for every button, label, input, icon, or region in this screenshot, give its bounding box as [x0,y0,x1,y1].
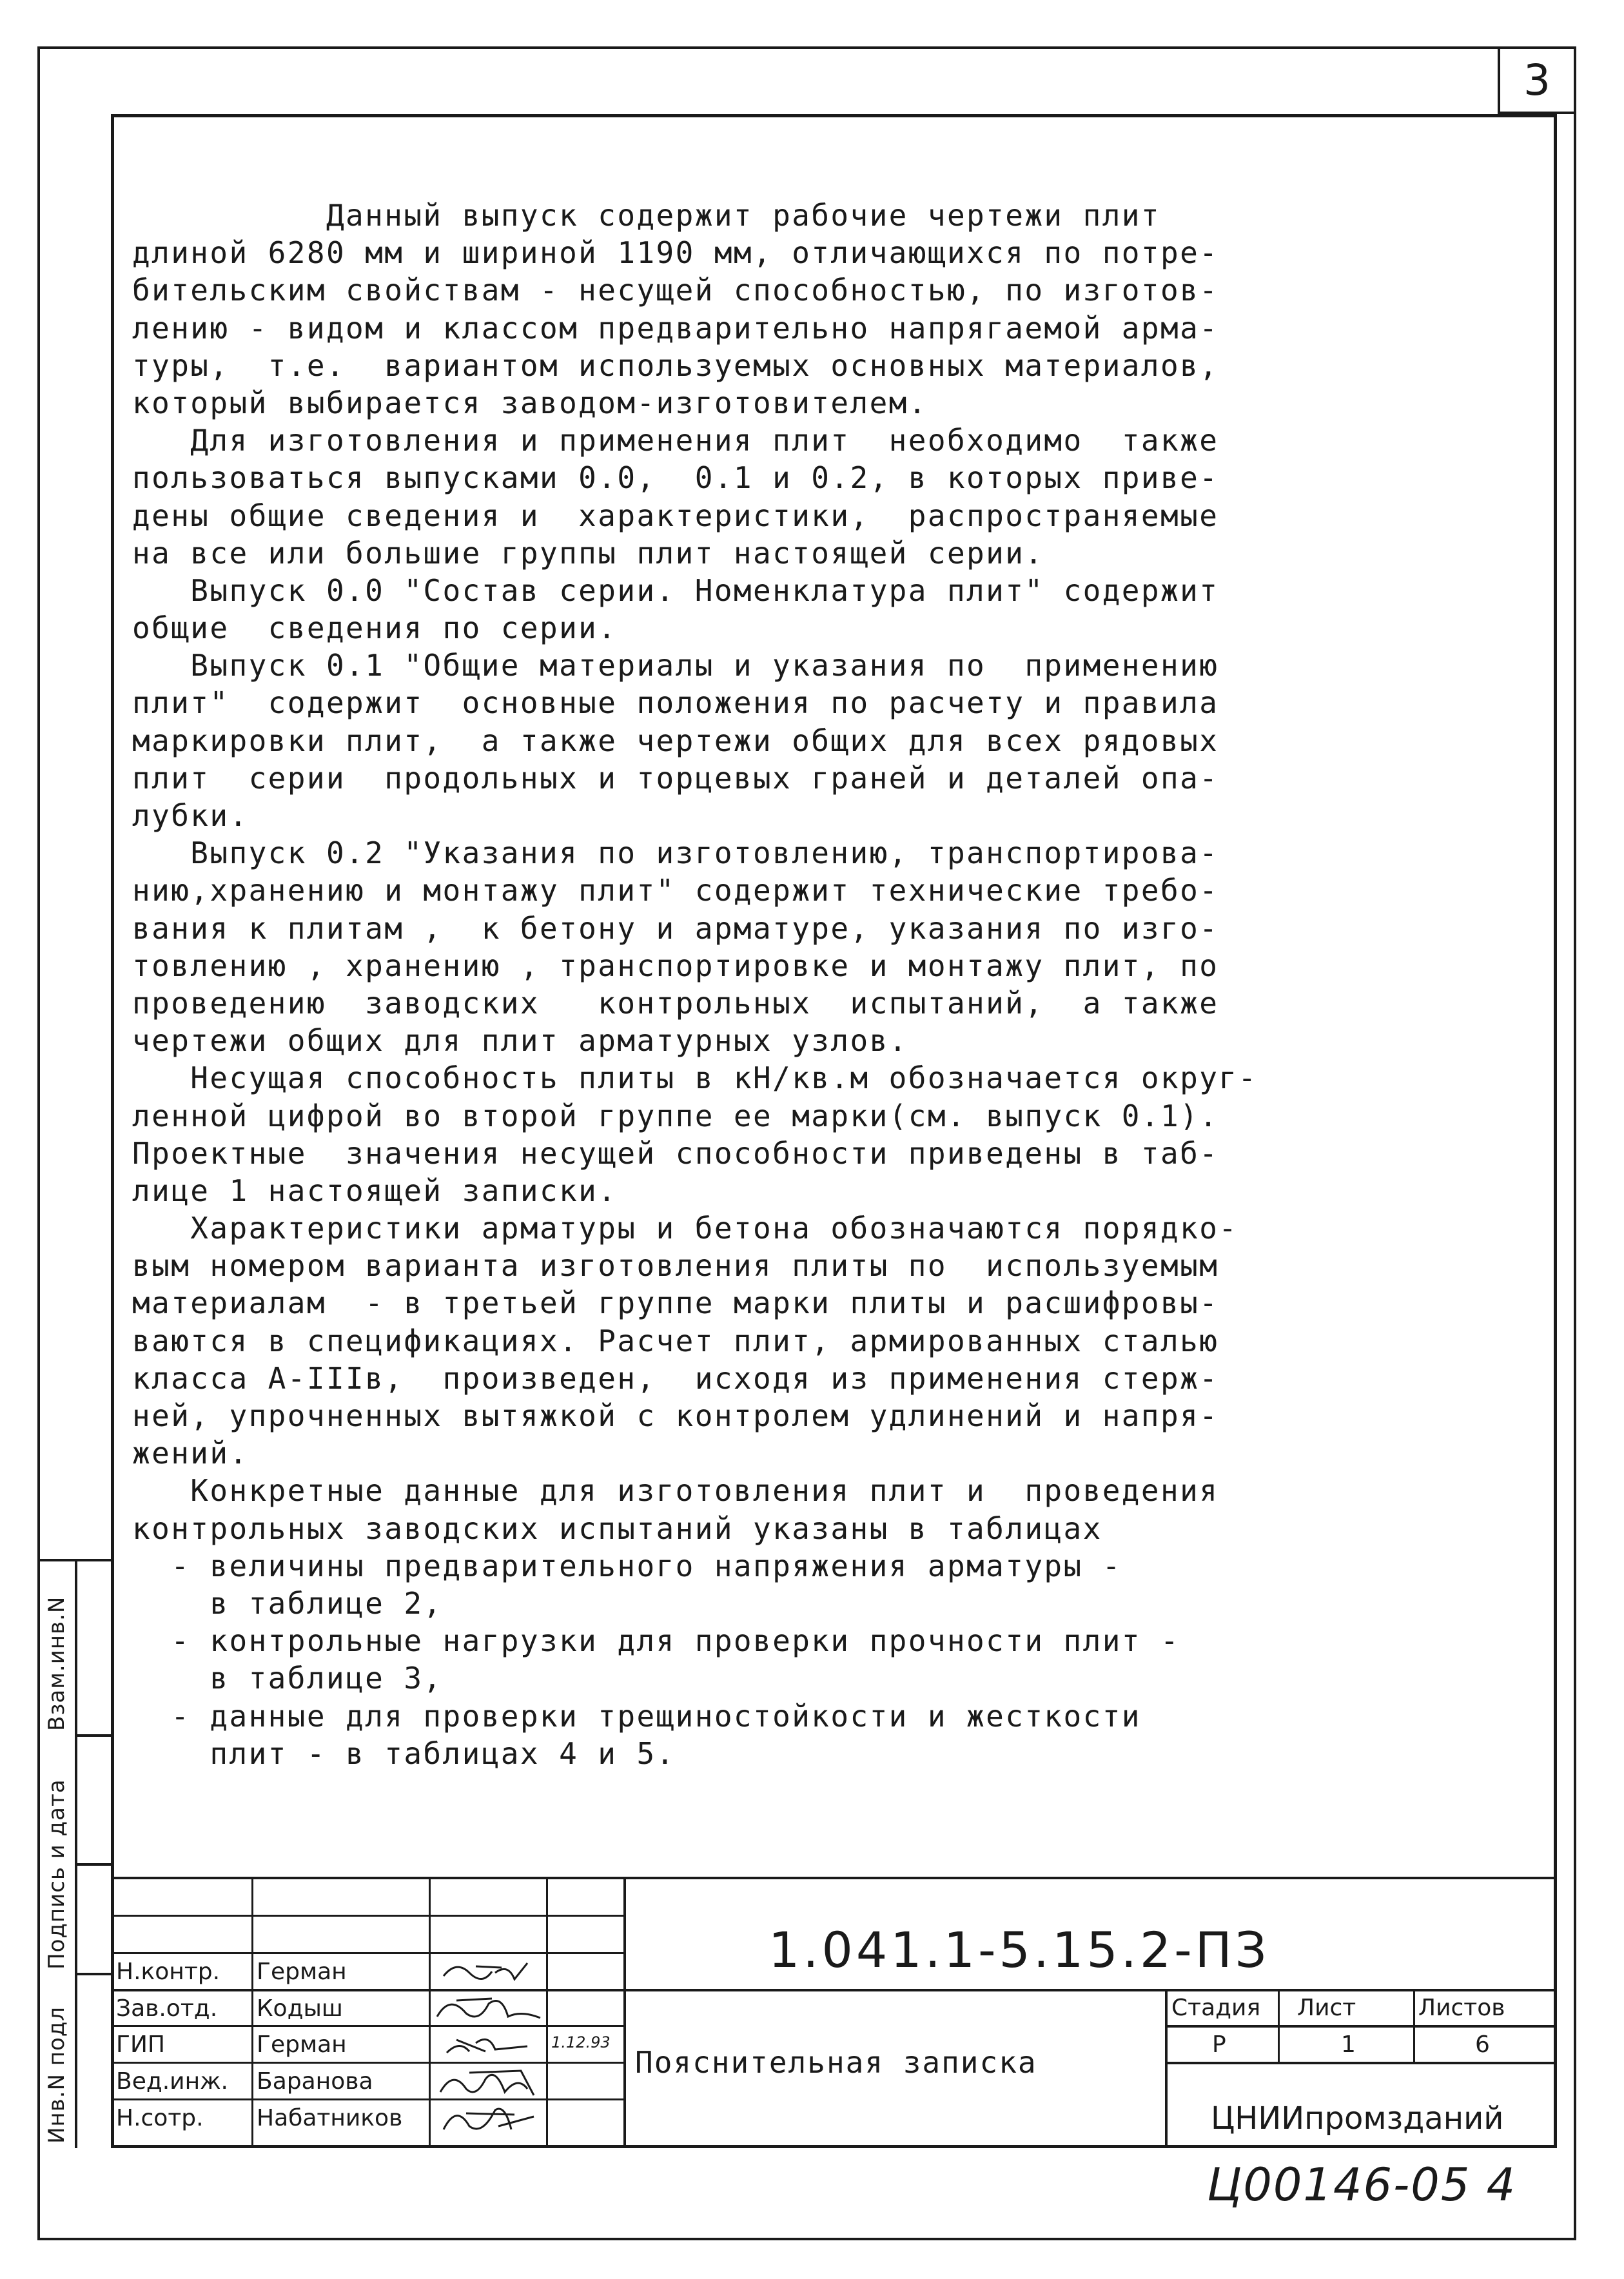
text-line: Выпуск 0.0 "Состав серии. Номенклатура плит" содержит [132,572,1219,608]
text-line: на все или большие группы плит настоящей серии. [132,535,1044,571]
text-line: маркировки плит, а также чертежи общих для всех рядовых [132,723,1219,758]
text-line: - данные для проверки трещиностойкости и жесткости [132,1698,1141,1734]
strip-divider-2 [75,1863,111,1866]
text-line: товлению , хранению , транспортировке и монтажу плит, по [132,948,1219,983]
strip-divider-3 [75,1973,111,1975]
strip-divider-vertical [75,1559,77,2148]
approval-date: 1.12.93 [551,2033,611,2051]
organization-name: ЦНИИпромзданий [1211,2100,1504,2137]
sheet-number: 3 [1498,46,1576,114]
text-line: чертежи общих для плит арматурных узлов. [132,1023,908,1059]
tb-col-line [1278,1989,1280,2064]
text-line: материалам - в третьей группе марки плиты и расшифровы- [132,1286,1219,1321]
document-title: Пояснительная записка [635,2045,1037,2080]
text-line: в таблице 3, [132,1661,443,1696]
text-line: Конкретные данные для изготовления плит и проведения [132,1473,1219,1509]
explanatory-note-text [132,197,1541,1772]
text-line: Несущая способность плиты в кН/кв.м обозначается округ- [132,1061,1258,1096]
sheet-header: Лист [1297,1995,1356,2021]
text-line: Характеристики арматуры и бетона обозначаются порядко- [132,1211,1238,1246]
text-line: вания к плитам , к бетону и арматуре, указания по изго- [132,910,1219,946]
text-line: длиной 6280 мм и шириной 1190 мм, отличающихся по потре- [132,235,1219,271]
signature-2 [431,1991,547,2030]
tb-col-line [251,1877,253,2148]
text-line: жений. [132,1436,249,1471]
role-name: Герман [257,1959,347,1985]
stage-header: Стадия [1171,1995,1261,2021]
text-line: - величины предварительного напряжения арматуры - [132,1548,1122,1583]
strip-border-top [37,1559,111,1561]
text-line: бительским свойствам - несущей способностью, по изготов- [132,273,1219,308]
text-line: ленной цифрой во второй группе ее марки(см. выпуск 0.1). [132,1098,1219,1133]
text-line: плит - в таблицах 4 и 5. [132,1736,676,1771]
signature-4 [431,2063,547,2102]
text-line: который выбирается заводом-изготовителем. [132,385,928,420]
text-line: Выпуск 0.2 "Указания по изготовлению, транспортирова- [132,836,1219,871]
text-line: вым номером варианта изготовления плиты по используемым [132,1248,1219,1284]
text-line: Данный выпуск содержит рабочие чертежи плит [132,198,1160,233]
text-line: туры, т.е. вариантом используемых основных материалов, [132,347,1219,383]
text-line: Для изготовления и применения плит необходимо также [132,423,1219,458]
text-line: плит серии продольных и торцевых граней и деталей опа- [132,760,1219,796]
text-line: лице 1 настоящей записки. [132,1173,618,1208]
text-line: нию,хранению и монтажу плит" содержит технические требо- [132,873,1219,908]
role-label: Н.контр. [116,1959,220,1985]
text-line: Проектные значения несущей способности приведены в таб- [132,1135,1219,1171]
text-line: дены общие сведения и характеристики, распространяемые [132,498,1219,533]
strip-label-inv-original: Инв.N подл [44,2006,70,2144]
strip-label-replacement-inv: Взам.инв.N [44,1596,70,1731]
tb-row-line [1165,2062,1557,2064]
tb-row-line [1165,2025,1557,2028]
archive-stamp: Ц00146-05 4 [1207,2158,1517,2211]
role-name: Набатников [257,2105,403,2131]
role-name: Герман [257,2031,347,2058]
text-line: ней, упрочненных вытяжкой с контролем удлинений и напря- [132,1398,1219,1433]
text-line: в таблице 2, [132,1585,443,1621]
role-label: Вед.инж. [116,2068,228,2095]
tb-col-line [623,1877,626,2148]
text-line: контрольных заводских испытаний указаны в таблицах [132,1511,1102,1546]
signature-5 [431,2100,547,2139]
title-block-top-border [111,1877,1557,1879]
role-label: Н.сотр. [116,2105,204,2131]
text-line: Выпуск 0.1 "Общие материалы и указания по применению [132,648,1219,683]
role-name: Кодыш [257,1995,343,2022]
text-line: класса А-IIIв, произведен, исходя из применения стерж- [132,1360,1219,1396]
role-label: ГИП [116,2031,165,2058]
text-line: общие сведения по серии. [132,611,618,646]
document-code: 1.041.1-5.15.2-ПЗ [768,1921,1270,1979]
text-line: проведению заводских контрольных испытаний, а также [132,985,1219,1021]
text-line: - контрольные нагрузки для проверки прочности плит - [132,1623,1180,1659]
stage-value: Р [1212,2031,1226,2058]
signature-3 [431,2027,547,2066]
role-name: Баранова [257,2068,373,2095]
tb-row-line [111,1989,1557,1991]
role-label: Зав.отд. [116,1995,218,2022]
tb-col-line [1413,1989,1415,2064]
sheets-value: 6 [1475,2031,1490,2058]
strip-label-signature-date: Подпись и дата [44,1779,70,1970]
signature-1 [431,1953,547,1992]
text-line: плит" содержит основные положения по расчету и правила [132,685,1219,721]
text-line: пользоваться выпусками 0.0, 0.1 и 0.2, в которых приве- [132,460,1219,496]
text-line: лению - видом и классом предварительно напрягаемой арма- [132,310,1219,346]
text-line: ваются в спецификациях. Расчет плит, армированных сталью [132,1323,1219,1358]
sheet-value: 1 [1341,2031,1356,2058]
tb-col-line [1165,1989,1168,2148]
sheets-header: Листов [1418,1995,1505,2021]
strip-divider-1 [75,1734,111,1737]
text-line: лубки. [132,798,249,833]
